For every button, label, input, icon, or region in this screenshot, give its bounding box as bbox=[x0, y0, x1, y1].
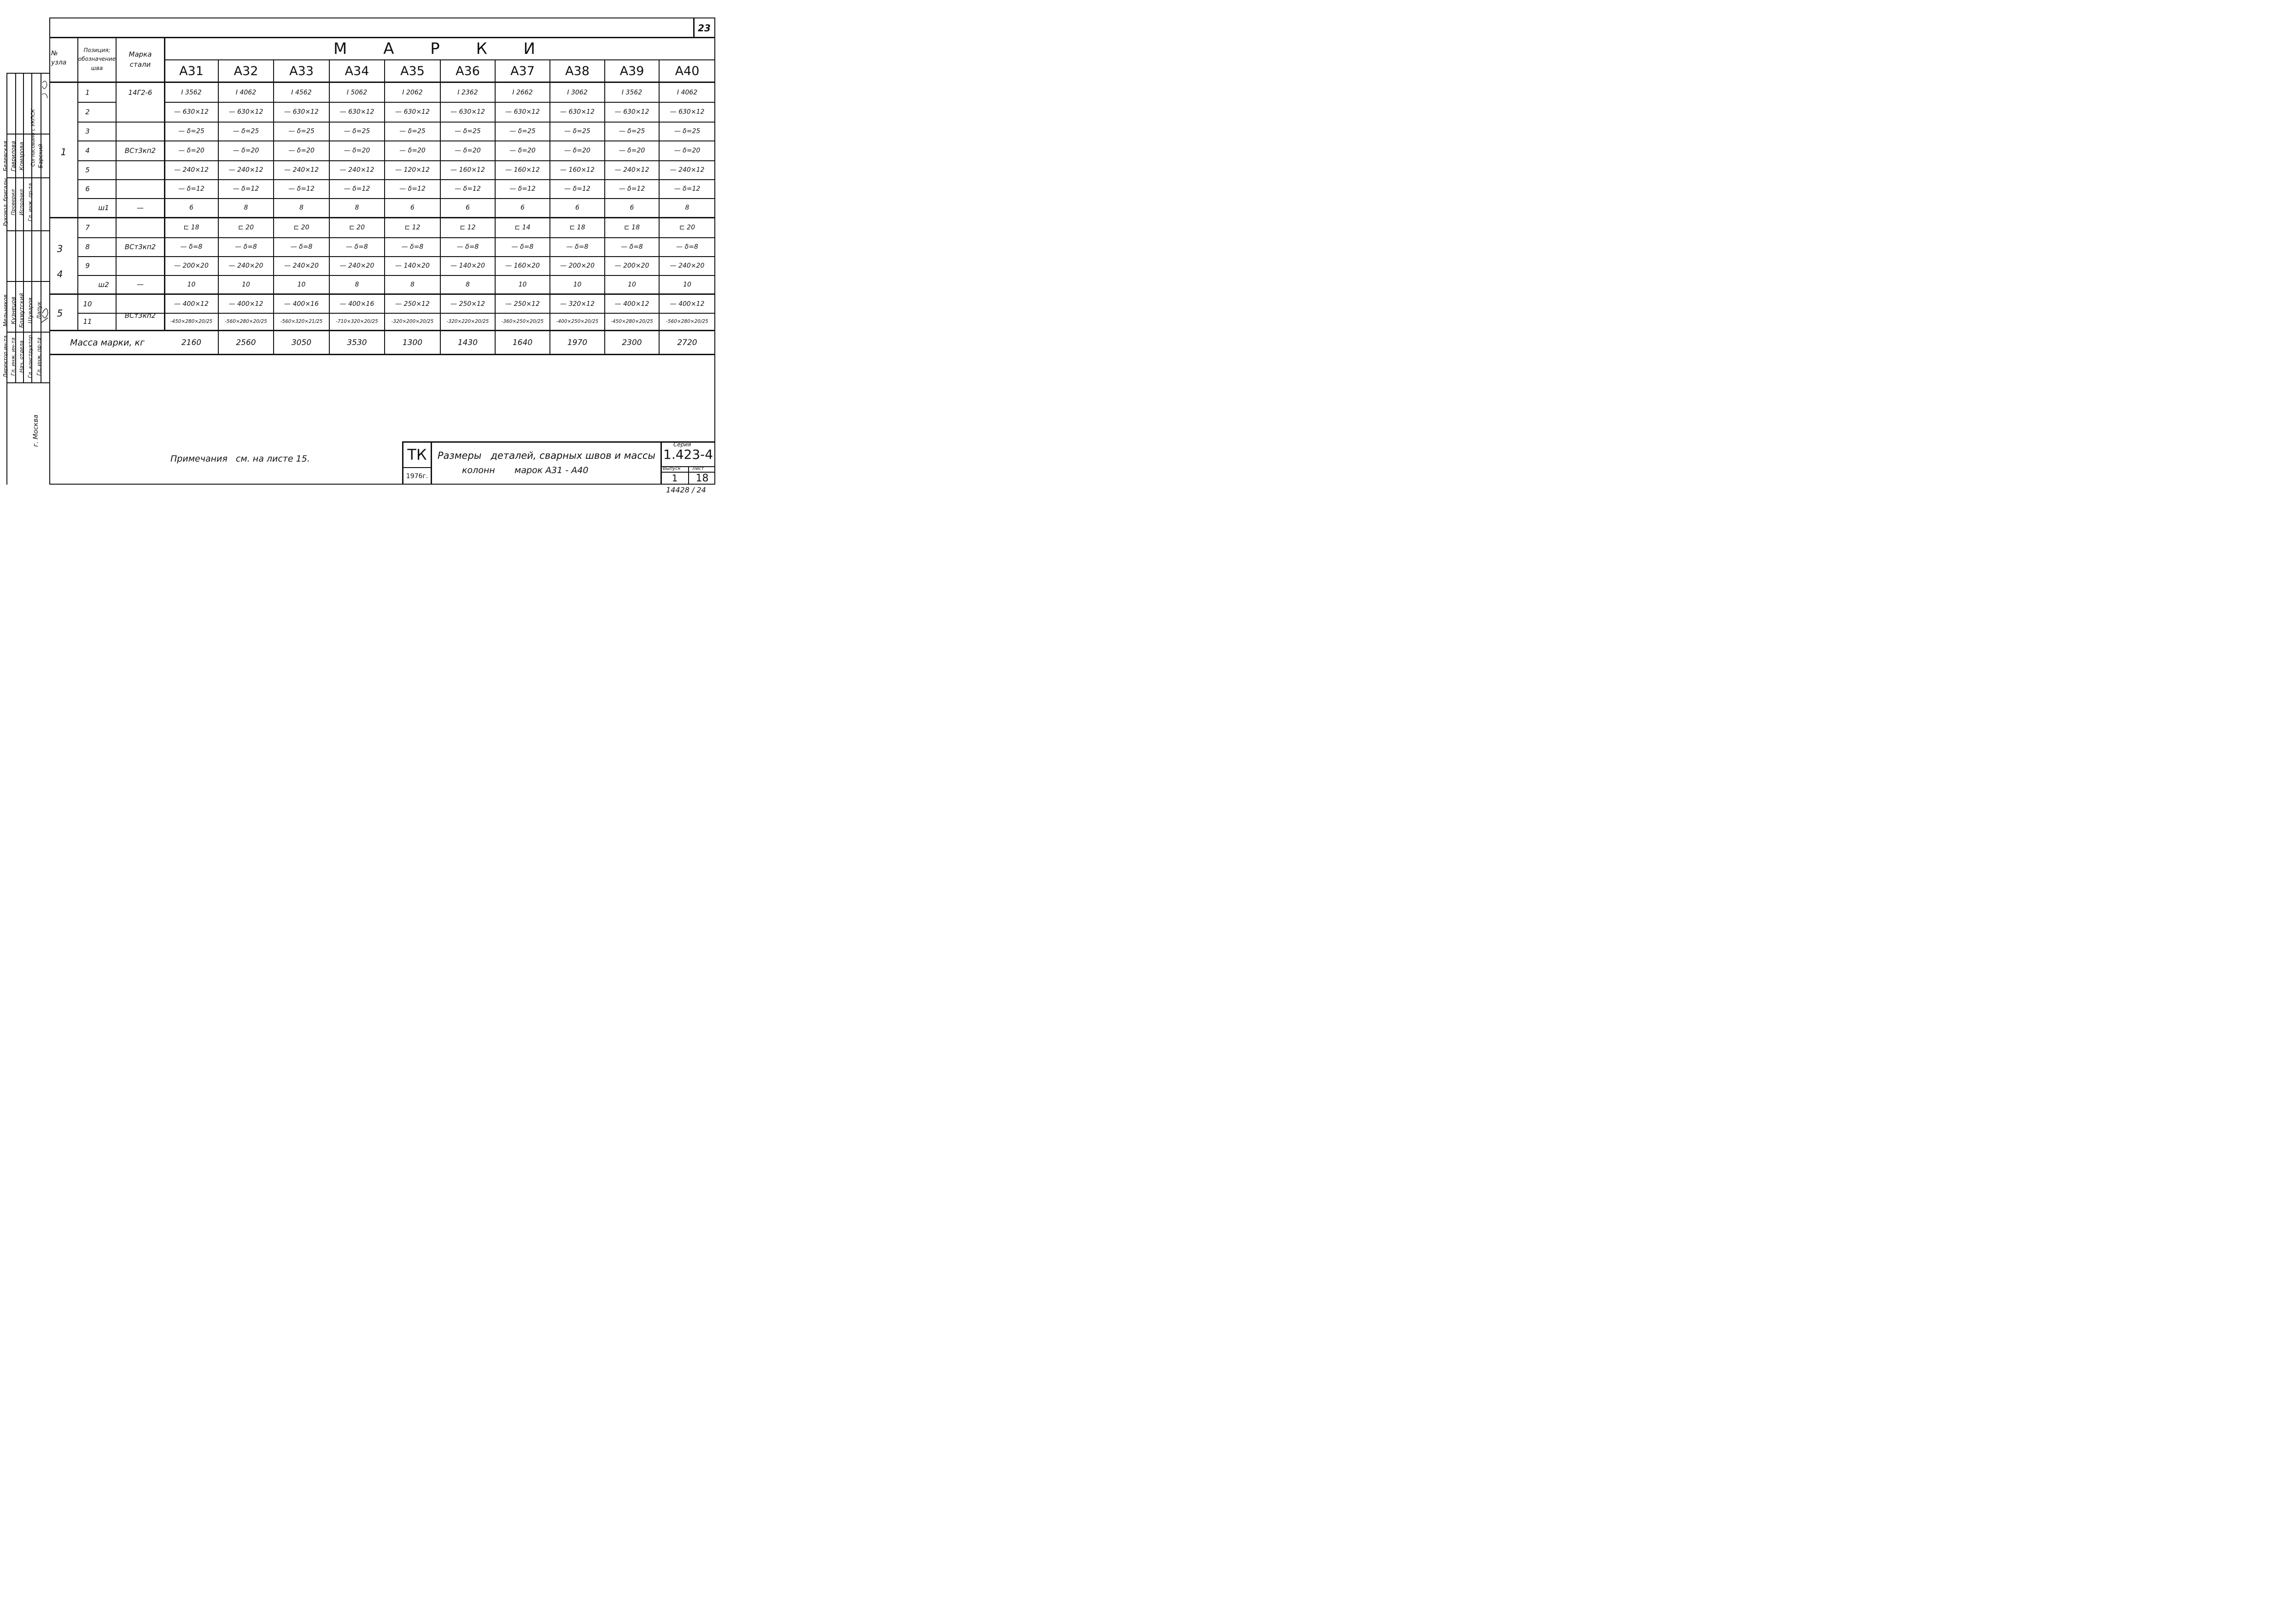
position-cell: ш1 bbox=[98, 204, 109, 212]
table-cell: — 630×12 bbox=[284, 108, 319, 116]
mass-value: 3050 bbox=[291, 338, 312, 347]
table-cell: — δ=25 bbox=[288, 128, 315, 135]
note-text: Примечания см. на листе 15. bbox=[170, 454, 310, 464]
table-cell: — 630×12 bbox=[614, 108, 649, 116]
mass-value: 1970 bbox=[567, 338, 588, 347]
position-cell: 11 bbox=[83, 317, 92, 326]
position-cell: 10 bbox=[83, 299, 92, 308]
table-cell: — δ=25 bbox=[619, 128, 645, 135]
table-cell: ⊏ 18 bbox=[183, 224, 199, 231]
stamp-name: Комарова bbox=[18, 142, 25, 170]
header-node-no bbox=[51, 42, 76, 75]
archive-number: 14428 / 24 bbox=[666, 486, 706, 494]
table-cell: — δ=20 bbox=[564, 147, 590, 154]
table-cell: — δ=12 bbox=[619, 185, 645, 193]
table-cell: — δ=12 bbox=[564, 185, 590, 193]
table-cell: — 630×12 bbox=[228, 108, 263, 116]
stamp-role: Нач. отдела bbox=[18, 340, 24, 373]
table-cell: — δ=8 bbox=[566, 243, 589, 251]
table-cell: I 4062 bbox=[677, 88, 698, 96]
mark-header: А40 bbox=[675, 64, 700, 78]
sheet-number: 23 bbox=[698, 23, 711, 34]
table-cell: — 630×12 bbox=[339, 108, 374, 116]
table-cell: — 240×20 bbox=[670, 262, 705, 269]
stamp-name: Согласовано с УКПСК bbox=[30, 109, 36, 167]
table-cell: ⊏ 20 bbox=[293, 224, 310, 231]
table-cell: — δ=12 bbox=[288, 185, 315, 193]
marks-title bbox=[304, 38, 580, 59]
table-cell: I 2662 bbox=[512, 88, 533, 96]
position-cell: 1 bbox=[85, 88, 90, 97]
table-cell: 10 bbox=[628, 281, 636, 288]
table-cell: — δ=12 bbox=[233, 185, 259, 193]
stamp-name: Белевская bbox=[2, 141, 9, 172]
steel-grade: — bbox=[137, 280, 144, 288]
table-cell: — δ=8 bbox=[346, 243, 368, 251]
table-cell: — 400×12 bbox=[670, 300, 705, 308]
node-number: 3 bbox=[57, 243, 63, 254]
table-cell: 10 bbox=[187, 281, 196, 288]
table-cell: — δ=20 bbox=[288, 147, 315, 154]
table-cell: — 630×12 bbox=[450, 108, 485, 116]
table-cell: 8 bbox=[355, 204, 359, 211]
table-cell: 10 bbox=[683, 281, 691, 288]
table-cell: — 240×20 bbox=[228, 262, 263, 269]
header-position-text: Позиция; обозначение шва bbox=[78, 47, 116, 71]
table-cell: 6 bbox=[630, 204, 634, 211]
table-cell: — δ=20 bbox=[619, 147, 645, 154]
titleblock-title-line1: Размеры деталей, сварных швов и массы bbox=[438, 450, 656, 461]
titleblock-title-line2: колонн марок А31 - А40 bbox=[462, 465, 589, 475]
stamp-role: Гл. инж. пр-та bbox=[36, 337, 42, 376]
table-cell: — 250×12 bbox=[505, 300, 540, 308]
mass-value: 1300 bbox=[402, 338, 423, 347]
table-cell: ⊏ 12 bbox=[404, 224, 421, 231]
table-cell: — 630×12 bbox=[560, 108, 595, 116]
table-cell: — 160×20 bbox=[505, 262, 540, 269]
table-cell: — 160×12 bbox=[560, 166, 595, 174]
table-cell: — 400×12 bbox=[174, 300, 209, 308]
mass-value: 2160 bbox=[181, 338, 202, 347]
table-cell: — δ=8 bbox=[456, 243, 479, 251]
mark-header: А34 bbox=[345, 64, 369, 78]
table-cell: — 160×12 bbox=[505, 166, 540, 174]
signatures-graphic bbox=[41, 74, 50, 332]
table-cell: 8 bbox=[410, 281, 415, 288]
table-cell: — 250×12 bbox=[450, 300, 485, 308]
table-cell: 8 bbox=[685, 204, 689, 211]
steel-grade: ВСт3кп2 bbox=[124, 146, 156, 155]
table-cell: — δ=25 bbox=[399, 128, 426, 135]
table-cell: — 240×12 bbox=[614, 166, 649, 174]
position-cell: 9 bbox=[85, 262, 90, 270]
table-cell: — δ=20 bbox=[178, 147, 204, 154]
table-cell: I 4562 bbox=[291, 88, 312, 96]
node-number: 4 bbox=[57, 269, 63, 280]
steel-grade: 14Г2-6 bbox=[128, 88, 152, 97]
table-cell: — 400×12 bbox=[228, 300, 263, 308]
table-cell: — 630×12 bbox=[174, 108, 209, 116]
table-cell: — 140×20 bbox=[450, 262, 485, 269]
mark-header: А35 bbox=[400, 64, 425, 78]
table-cell: — 200×20 bbox=[560, 262, 595, 269]
table-cell: — 630×12 bbox=[670, 108, 705, 116]
table-cell: — 630×12 bbox=[505, 108, 540, 116]
stamp-role: Проверил bbox=[10, 189, 16, 216]
table-cell: — 240×12 bbox=[174, 166, 209, 174]
issue-value: 1 bbox=[672, 473, 678, 484]
mark-header: А32 bbox=[234, 64, 258, 78]
table-cell: — δ=12 bbox=[674, 185, 701, 193]
mass-value: 3530 bbox=[347, 338, 367, 347]
table-cell: — 400×16 bbox=[339, 300, 374, 308]
table-cell: — 240×12 bbox=[284, 166, 319, 174]
mass-label: Масса марки, кг bbox=[70, 337, 145, 348]
issue-label: Выпуск bbox=[663, 466, 681, 471]
table-cell: 8 bbox=[244, 204, 248, 211]
steel-grade: ВСт3кп2 bbox=[124, 311, 156, 320]
table-cell: — δ=25 bbox=[674, 128, 701, 135]
position-cell: 5 bbox=[85, 166, 90, 174]
table-cell: — δ=8 bbox=[511, 243, 534, 251]
mark-header: А39 bbox=[619, 64, 644, 78]
table-cell: I 2362 bbox=[457, 88, 478, 96]
stamp-name: Гаврилова bbox=[10, 141, 17, 171]
table-cell: 6 bbox=[189, 204, 193, 211]
header-node-no-text: № узла bbox=[51, 50, 67, 66]
header-steel-text: Марка стали bbox=[129, 50, 152, 69]
node-number: 5 bbox=[57, 308, 63, 319]
table-cell: — δ=20 bbox=[399, 147, 426, 154]
table-cell: ⊏ 18 bbox=[569, 224, 585, 231]
table-cell: I 3062 bbox=[567, 88, 588, 96]
table-cell: ⊏ 20 bbox=[238, 224, 254, 231]
table-cell: I 3562 bbox=[181, 88, 202, 96]
table-cell: ⊏ 18 bbox=[624, 224, 640, 231]
titleblock-code-divider bbox=[431, 441, 432, 485]
stamp-role: Гл. инж. пр-та bbox=[27, 183, 33, 222]
table-cell: 6 bbox=[466, 204, 470, 211]
table-cell: -400×250×20/25 bbox=[556, 319, 599, 324]
position-cell: ш2 bbox=[98, 280, 109, 289]
header-position bbox=[78, 39, 116, 80]
table-cell: — 240×12 bbox=[670, 166, 705, 174]
table-cell: — 240×20 bbox=[284, 262, 319, 269]
mass-value: 2300 bbox=[622, 338, 642, 347]
table-cell: -560×280×20/25 bbox=[225, 319, 267, 324]
table-cell: — δ=25 bbox=[233, 128, 259, 135]
table-cell: 10 bbox=[297, 281, 306, 288]
position-cell: 7 bbox=[85, 223, 90, 232]
table-cell: — δ=8 bbox=[290, 243, 313, 251]
table-cell: — 400×12 bbox=[614, 300, 649, 308]
table-cell: — δ=8 bbox=[235, 243, 257, 251]
mass-value: 1640 bbox=[512, 338, 533, 347]
table-cell: — δ=25 bbox=[344, 128, 370, 135]
table-cell: — δ=20 bbox=[509, 147, 536, 154]
table-cell: 10 bbox=[518, 281, 527, 288]
table-cell: ⊏ 20 bbox=[679, 224, 695, 231]
table-cell: — 320×12 bbox=[560, 300, 595, 308]
table-cell: -320×220×20/25 bbox=[446, 319, 489, 324]
table-cell: — δ=12 bbox=[509, 185, 536, 193]
stamp-city: г. Москва bbox=[32, 415, 40, 447]
marks-title-text: М А Р К И bbox=[333, 39, 551, 58]
titleblock-code: ТК bbox=[407, 446, 427, 463]
table-cell: — 400×16 bbox=[284, 300, 319, 308]
table-cell: — 240×12 bbox=[228, 166, 263, 174]
table-cell: -320×200×20/25 bbox=[391, 319, 434, 324]
position-cell: 8 bbox=[85, 243, 90, 251]
table-cell: — δ=25 bbox=[564, 128, 590, 135]
table-cell: I 4062 bbox=[235, 88, 257, 96]
table-cell: 6 bbox=[520, 204, 525, 211]
position-cell: 4 bbox=[85, 146, 90, 155]
table-cell: 8 bbox=[355, 281, 359, 288]
table-cell: I 2062 bbox=[402, 88, 423, 96]
table-cell: — δ=25 bbox=[455, 128, 481, 135]
table-cell: — 240×12 bbox=[339, 166, 374, 174]
mass-value: 2720 bbox=[677, 338, 697, 347]
table-cell: — δ=12 bbox=[344, 185, 370, 193]
mark-header: А37 bbox=[510, 64, 535, 78]
table-cell: — δ=8 bbox=[621, 243, 643, 251]
table-cell: -560×320×21/25 bbox=[280, 319, 323, 324]
titleblock-top bbox=[402, 441, 715, 443]
stamp-role: Директор ин-та bbox=[2, 335, 8, 378]
stamp-role: Руковод. бригады bbox=[2, 178, 8, 227]
table-cell: -450×280×20/25 bbox=[611, 319, 653, 324]
table-cell: — δ=20 bbox=[455, 147, 481, 154]
table-cell: 8 bbox=[299, 204, 304, 211]
table-cell: 10 bbox=[573, 281, 582, 288]
stamp-name: Бохмутский bbox=[18, 293, 25, 328]
table-cell: 10 bbox=[242, 281, 250, 288]
table-cell: ⊏ 14 bbox=[514, 224, 531, 231]
stamp-name: Шуваров bbox=[27, 297, 34, 324]
sheet-label: Лист bbox=[692, 466, 704, 471]
table-cell: — 160×12 bbox=[450, 166, 485, 174]
table-cell: — 120×12 bbox=[395, 166, 430, 174]
table-cell: I 3562 bbox=[621, 88, 643, 96]
stamp-role: Гл. инж. ин-та bbox=[10, 337, 16, 376]
table-cell: — δ=25 bbox=[509, 128, 536, 135]
titleblock-year: 1976г. bbox=[406, 473, 428, 480]
mass-value: 2560 bbox=[236, 338, 256, 347]
table-cell: 6 bbox=[575, 204, 579, 211]
table-cell: — δ=20 bbox=[674, 147, 701, 154]
stamp-name: Барский bbox=[37, 144, 44, 169]
table-cell: — δ=25 bbox=[178, 128, 204, 135]
series-label: Серия bbox=[673, 441, 691, 448]
table-cell: — δ=20 bbox=[344, 147, 370, 154]
stamp-name: Кузнецов bbox=[10, 297, 17, 324]
table-cell: -450×280×20/25 bbox=[170, 319, 213, 324]
mass-value: 1430 bbox=[457, 338, 478, 347]
mass-bottom-line bbox=[49, 354, 715, 355]
stamp-role: Гл. конструктор bbox=[27, 335, 33, 378]
table-cell: — δ=12 bbox=[455, 185, 481, 193]
node-number: 1 bbox=[60, 146, 67, 158]
header-steel bbox=[117, 39, 164, 80]
table-cell: — δ=12 bbox=[178, 185, 204, 193]
sheet-value: 18 bbox=[695, 472, 709, 484]
series-value: 1.423-4 bbox=[663, 447, 713, 462]
table-cell: — δ=20 bbox=[233, 147, 259, 154]
table-cell: — 250×12 bbox=[395, 300, 430, 308]
table-cell: — 140×20 bbox=[395, 262, 430, 269]
stamp-name: Лапук bbox=[36, 301, 42, 320]
table-cell: -360×250×20/25 bbox=[501, 319, 544, 324]
table-cell: — δ=8 bbox=[401, 243, 424, 251]
table-cell: I 5062 bbox=[346, 88, 368, 96]
stamp-role: Исполнил bbox=[18, 189, 24, 216]
steel-grade: ВСт3кп2 bbox=[124, 242, 156, 251]
mark-header: А33 bbox=[289, 64, 314, 78]
table-cell: — 200×20 bbox=[174, 262, 209, 269]
position-cell: 6 bbox=[85, 185, 90, 193]
table-cell: — 630×12 bbox=[395, 108, 430, 116]
position-cell: 2 bbox=[85, 108, 90, 116]
table-cell: ⊏ 20 bbox=[349, 224, 365, 231]
stamp-name: Мельников bbox=[2, 294, 9, 327]
table-cell: -710×320×20/25 bbox=[336, 319, 378, 324]
table-cell: — δ=8 bbox=[676, 243, 698, 251]
mark-header: А36 bbox=[456, 64, 480, 78]
table-cell: ⊏ 12 bbox=[460, 224, 476, 231]
position-cell: 3 bbox=[85, 127, 90, 135]
titleblock-year-line bbox=[402, 467, 431, 468]
table-cell: — δ=8 bbox=[180, 243, 203, 251]
mark-header: А31 bbox=[179, 64, 204, 78]
table-cell: -560×280×20/25 bbox=[666, 319, 708, 324]
steel-grade: — bbox=[137, 203, 144, 212]
table-cell: 6 bbox=[410, 204, 415, 211]
steel-merge-mask bbox=[117, 102, 164, 103]
table-cell: 8 bbox=[466, 281, 470, 288]
table-cell: — 200×20 bbox=[614, 262, 649, 269]
table-cell: — 240×20 bbox=[339, 262, 374, 269]
mark-header: А38 bbox=[565, 64, 590, 78]
table-cell: — δ=12 bbox=[399, 185, 426, 193]
